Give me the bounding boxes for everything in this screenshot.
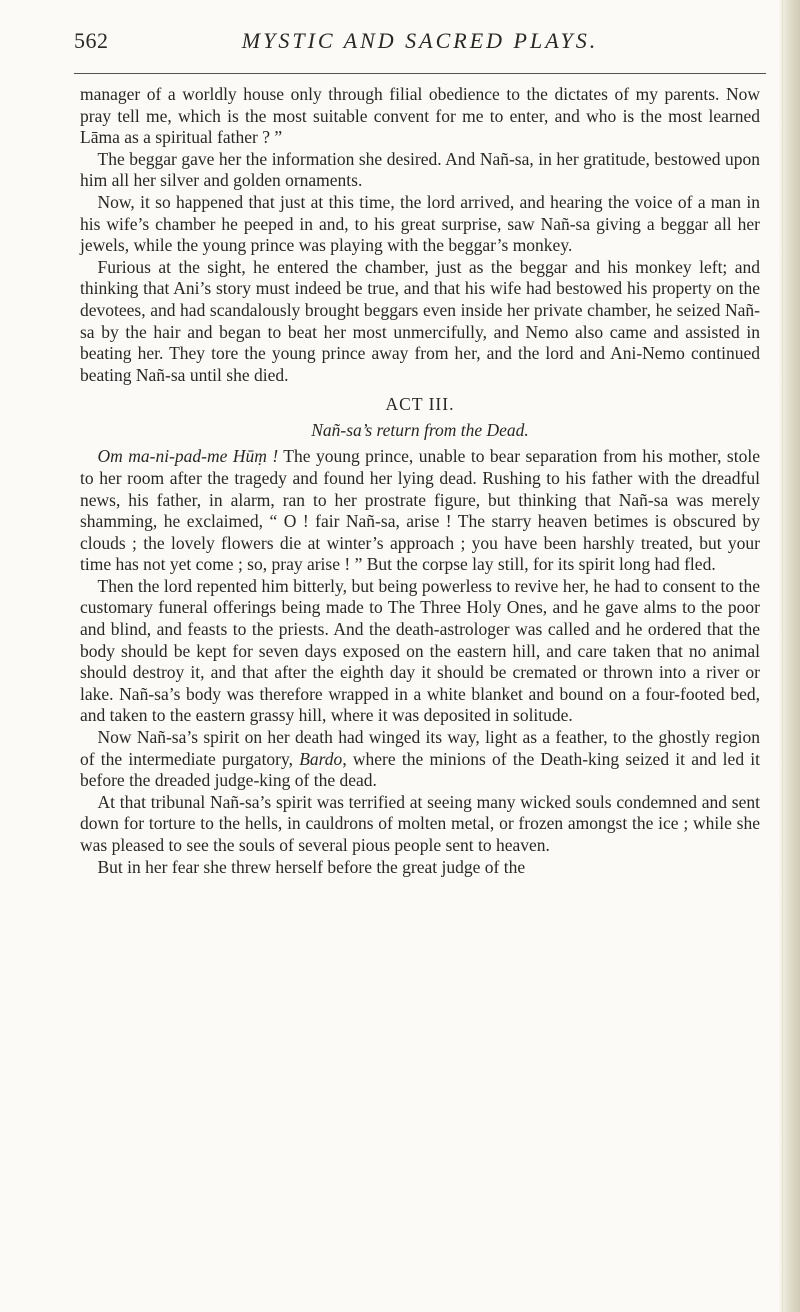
header-rule — [74, 73, 766, 74]
paragraph-continuation: manager of a worldly house only through filial obedience to the dictates of my parents. Now pray tell me, which is the most suitable convent for me to enter, and who is the most learned Lāma as a spiritual father ? ” — [80, 84, 760, 148]
paragraph-text: The young prince, unable to bear separation from his mother, stole to her room after the tragedy and found her lying dead. Rushing to his father with the dreadful news, his father, in alarm, ran to her prostrate figure, but thinking that Nañ-sa was merely shamming, he exclaimed, “ O ! fair Nañ-sa, arise ! The starry heaven betimes is obscured by clouds ; the lovely flowers die at winter’s approach ; you have been harshly treated, but your time has not yet come ; so, pray arise ! ” But the corpse lay still, for its spirit long had fled. — [80, 446, 760, 575]
running-title: MYSTIC AND SACRED PLAYS. — [241, 28, 599, 53]
paragraph-text: , where the minions of the Death-king seized it and led it before the dreaded judge-king of the dead. — [80, 748, 760, 791]
paragraph: But in her fear she threw herself before the great judge of the — [97, 856, 526, 877]
paragraph: Then the lord repented him bitterly, but being powerless to revive her, he had to consent to the customary funeral offerings being made to The Three Holy Ones, and he gave alms to the poor and blind, and feasts to the priests. And the death-astrologer was called and he ordered that the body should be kept for seven days exposed on the eastern hill, and care taken that no animal should destroy it, and that after the eighth day it should be cremated or thrown into a river or lake. Nañ-sa’s body was therefore wrapped in a white blanket and bound on a four-footed bed, and taken to the eastern grassy hill, where it was deposited in solitude. — [80, 575, 760, 726]
paragraph-text: Now Nañ-sa’s spirit on her death had winged its way, light as a feather, to the ghostly region of the intermediate purgatory, — [80, 727, 760, 769]
running-head — [74, 28, 766, 64]
invocation: Om ma-ni-pad-me Hūṃ ! — [97, 446, 279, 467]
paragraph — [80, 727, 760, 792]
act-subtitle: Nañ-sa’s return from the Dead. — [311, 420, 529, 441]
term-bardo: Bardo — [299, 748, 343, 769]
page-number: 562 — [74, 28, 109, 53]
paragraph — [80, 446, 760, 576]
paragraph: Now, it so happened that just at this time, the lord arrived, and hearing the voice of a man in his wife’s chamber he peeped in and, to his great surprise, saw Nañ-sa giving a beggar all her jewels, while the young prince was playing with the beggar’s monkey. — [80, 191, 760, 256]
paragraph: At that tribunal Nañ-sa’s spirit was terrified at seeing many wicked souls condemned and sent down for torture to the hells, in cauldrons of molten metal, or frozen amongst the ice ; while she was pleased to see the souls of several pious people sent to heaven. — [80, 791, 760, 855]
page-edge-shadow — [778, 0, 800, 1312]
paragraph: Furious at the sight, he entered the chamber, just as the beggar and his monkey left; and thinking that Ani’s story must indeed be true, and that his wife had bestowed his property on the devotees, and had scandalously brought beggars even inside her private chamber, he seized Nañ-sa by the hair and began to beat her most unmercifully, and Nemo also came and assisted in beating her. They tore the young prince away from her, and the lord and Ani-Nemo continued beating Nañ-sa until she died. — [80, 256, 760, 385]
paragraph: The beggar gave her the information she desired. And Nañ-sa, in her gratitude, bestowed upon him all her silver and golden ornaments. — [80, 148, 760, 191]
act-heading: ACT III. — [385, 394, 455, 415]
body-text — [80, 84, 760, 878]
